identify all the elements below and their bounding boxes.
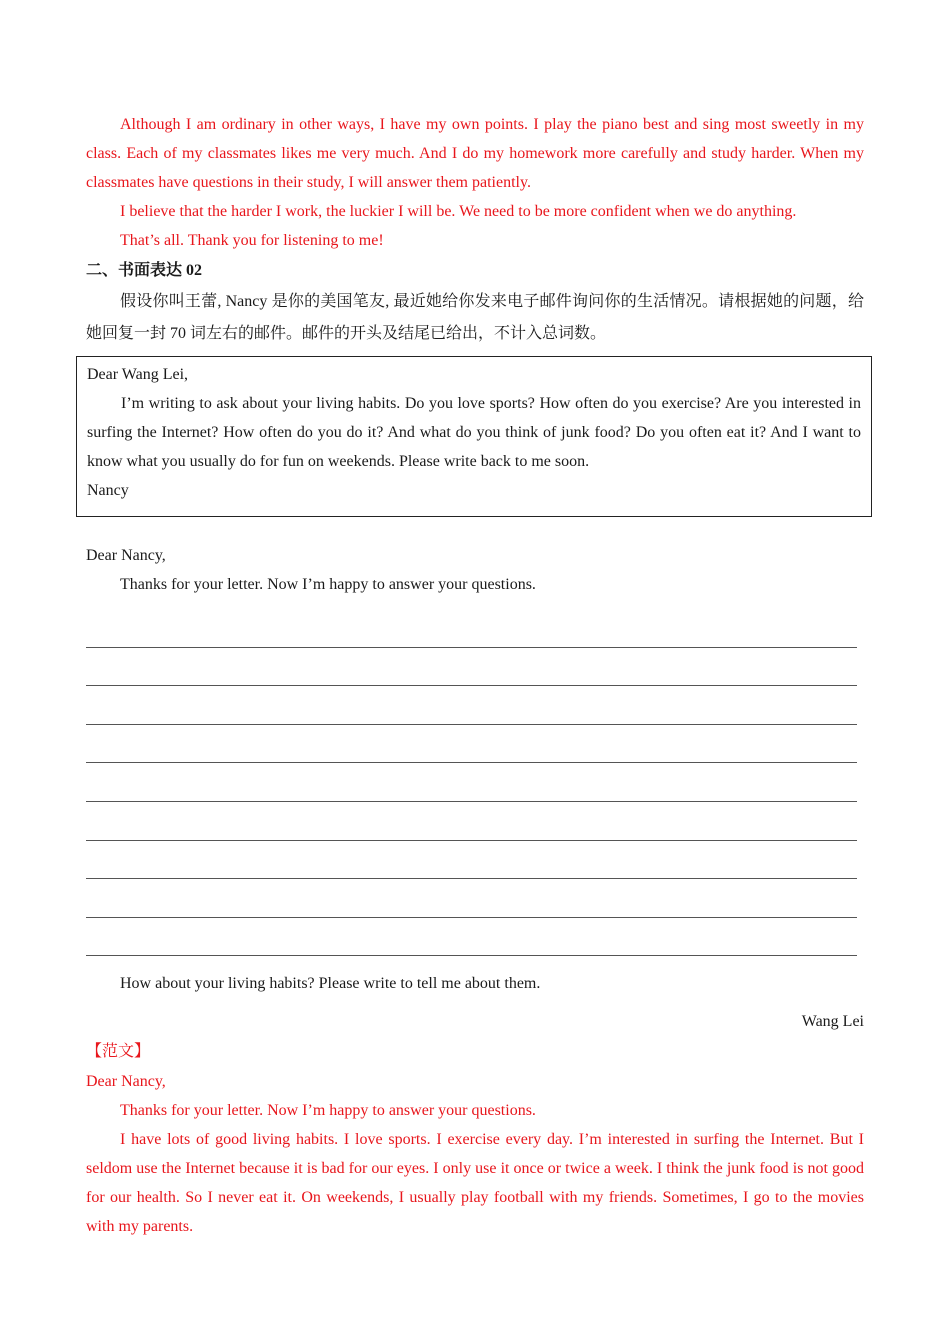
- email-greeting: Dear Wang Lei,: [87, 366, 189, 383]
- reply-opening: Thanks for your letter. Now I’m happy to answer your questions.: [120, 576, 536, 593]
- sample-greeting: Dear Nancy,: [86, 1073, 166, 1091]
- writing-line[interactable]: [86, 648, 857, 687]
- sample-opening: Thanks for your letter. Now I’m happy to answer your questions.: [120, 1102, 536, 1120]
- writing-line[interactable]: [86, 802, 857, 841]
- sample-body: I have lots of good living habits. I love sports. I exercise every day. I’m interested in surfing the Internet. But I seldom use the Internet because it is bad for our eyes. I only use it once or twice a week. I think the junk food is not good for our health. So I never eat it. On weekends, I usually play football with my friends. Sometimes, I go to the movies with my parents.: [86, 1131, 864, 1236]
- task-instruction: 假设你叫王蕾, Nancy 是你的美国笔友, 最近她给你发来电子邮件询问你的生活情况。请根据她的问题，给她回复一封 70 词左右的邮件。邮件的开头及结尾已给出，不计入总词数。: [86, 293, 864, 342]
- document-page: [86, 110, 864, 1241]
- writing-line[interactable]: [86, 686, 857, 725]
- writing-line[interactable]: [86, 841, 857, 880]
- reply-closing: How about your living habits? Please write to tell me about them.: [120, 975, 541, 993]
- previous-sample-continuation: [86, 110, 864, 255]
- writing-line[interactable]: [86, 918, 857, 957]
- writing-line[interactable]: [86, 879, 857, 918]
- section-heading: 二、书面表达 02: [86, 262, 203, 279]
- email-body: I’m writing to ask about your living habits. Do you love sports? How often do you exercise? Are you interested in surfing the Internet? How often do you do it? And what do you think of junk food? Do you often eat it? And I want to know what you usually do for fun on weekends. Please write back to me soon.: [87, 395, 861, 470]
- email-box: [76, 356, 872, 517]
- writing-line[interactable]: [86, 763, 857, 802]
- answer-lines: [86, 609, 864, 956]
- reply-signature: Wang Lei: [801, 1013, 864, 1031]
- sample-essay: [86, 1067, 864, 1241]
- writing-line[interactable]: [86, 609, 857, 648]
- reply-greeting: Dear Nancy,: [86, 547, 166, 564]
- sample-paragraph: Although I am ordinary in other ways, I have my own points. I play the piano best and sing most sweetly in my class. Each of my classmates likes me very much. And I do my homework more carefully and study harder. When my classmates have questions in their study, I will answer them patiently.: [86, 116, 864, 191]
- sample-paragraph: I believe that the harder I work, the luckier I will be. We need to be more confident when we do anything.: [120, 203, 797, 220]
- email-signature: Nancy: [87, 482, 129, 499]
- sample-label: 【范文】: [86, 1043, 151, 1061]
- writing-line[interactable]: [86, 725, 857, 764]
- sample-paragraph: That’s all. Thank you for listening to me!: [120, 232, 384, 249]
